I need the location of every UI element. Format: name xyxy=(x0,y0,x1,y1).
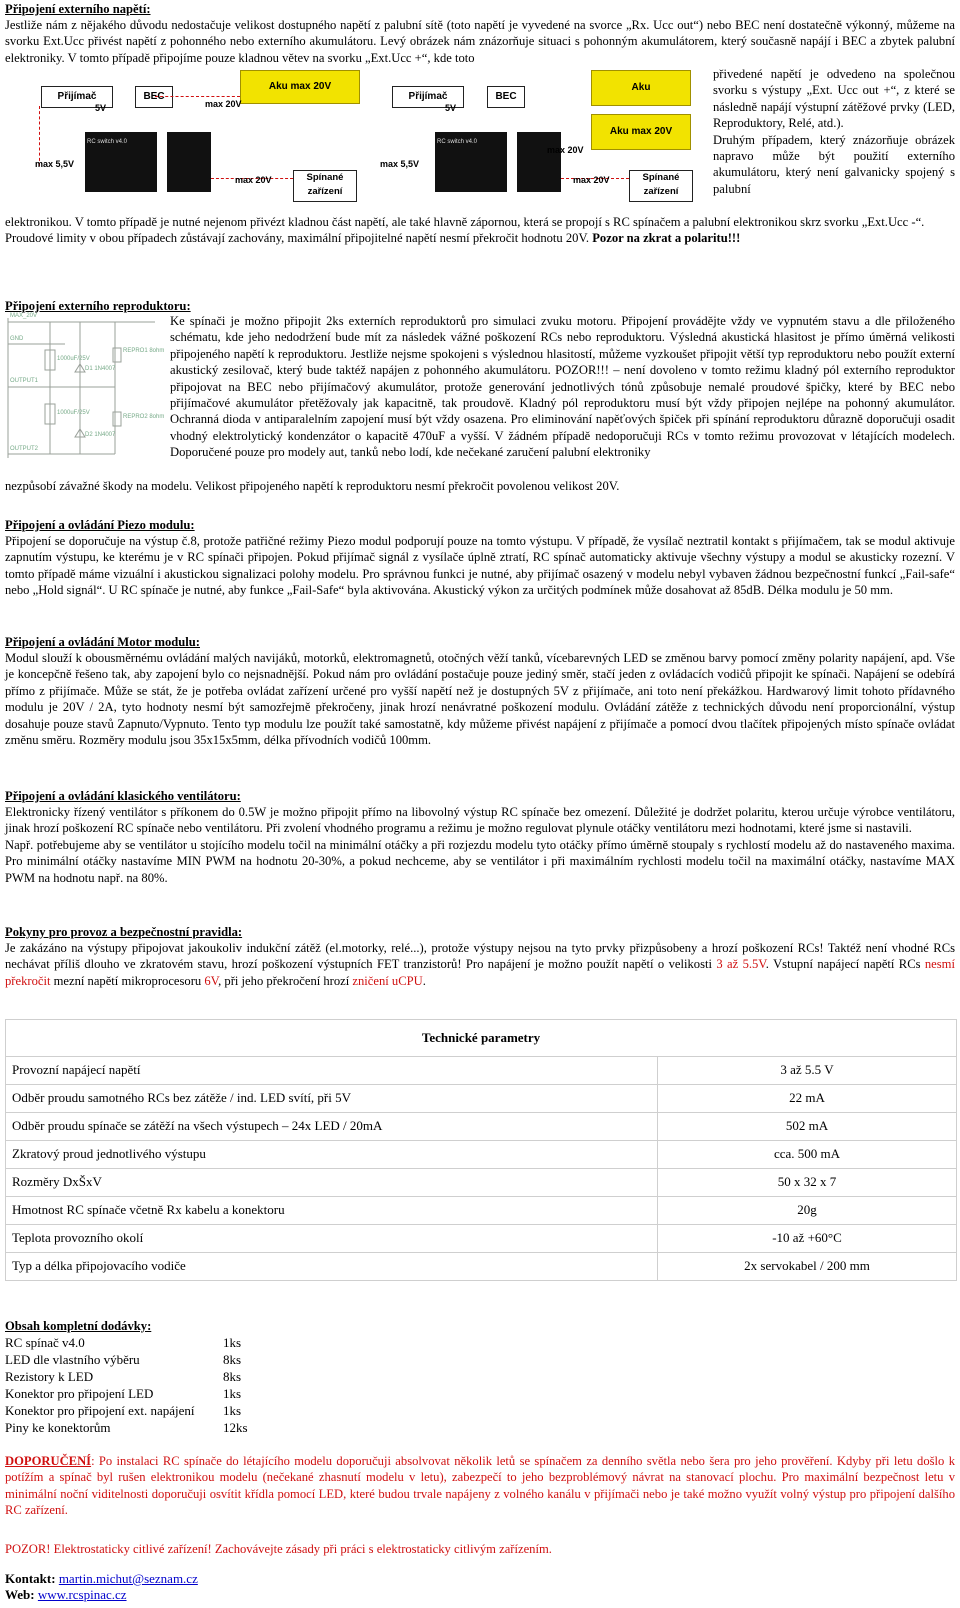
section-title: Pokyny pro provoz a bezpečnostní pravidla: xyxy=(5,925,243,939)
battery-box-3: Aku max 20V xyxy=(591,114,691,150)
schem-max: MAX_20V xyxy=(10,313,38,319)
section-title: Připojení a ovládání Piezo modulu: xyxy=(5,518,195,532)
param-name: Provozní napájecí napětí xyxy=(6,1057,658,1085)
list-item xyxy=(5,1368,248,1385)
paragraph: Připojení se doporučuje na výstup č.8, protože patřičné režimy Piezo modul podporují pouze na tomto výstupu. V případě, že vysílač neztratil kontakt s přijímačem, tak se modul aktivuje zapnutím výstupu, ke kterému je v RC spínači připojen. Pokud přijímač signál z vysílače úplně ztratí, RC spínač automaticky aktivuje všechny výstupy a modul se akusticky rozezní. V tomto případě máme vizuální i akustickou signalizaci polohy modelu. Pro správnou funkci je nutné, aby přijímač osazený v modelu nebyl vybaven žádnou bezpečnostní funkcí „Fail-safe“ nebo „Hold signál“. U RC spínače je nutné, aby funkce „Fail-Safe“ byla aktivována. Akustický výkon za určitých podmínek může dosahovat až 85dB. Délka modulu je 50 mm. xyxy=(5,534,955,598)
table-row xyxy=(6,1253,957,1281)
label-max20-load-2: max 20V xyxy=(573,175,610,185)
polarity-warning: Pozor na zkrat a polaritu!!! xyxy=(592,231,741,246)
recommendation xyxy=(5,1453,955,1519)
table-row xyxy=(6,1141,957,1169)
item-qty: 1ks xyxy=(223,1335,242,1350)
rc-switch-board-2: RC switch v4.0 xyxy=(435,132,507,192)
item-name: Piny ke konektorům xyxy=(5,1420,111,1435)
output-connector xyxy=(167,132,211,192)
label-max20-load: max 20V xyxy=(235,175,272,185)
email-link[interactable]: martin.michut@seznam.cz xyxy=(58,1571,198,1586)
list-item xyxy=(5,1419,248,1436)
schem-r1: REPRO1 8ohm xyxy=(123,348,165,354)
schem-out2: OUTPUT2 xyxy=(10,446,39,452)
param-value: 502 mA xyxy=(658,1113,957,1141)
item-qty: 8ks xyxy=(223,1352,242,1367)
schem-d1: D1 1N4007 xyxy=(85,366,116,372)
receiver-box-2: Přijímač xyxy=(392,86,464,108)
label-5v: 5V xyxy=(95,103,107,113)
list-item xyxy=(5,1334,248,1351)
param-name: Odběr proudu spínače se zátěží na všech výstupech – 24x LED / 20mA xyxy=(6,1113,658,1141)
item-qty: 8ks xyxy=(223,1369,242,1384)
paragraph: Např. potřebujeme aby se ventilátor u stojícího modelu točil na minimální otáčky a při rozjezdu modelu tyto otáčky přímo úměrně stoupaly s rychlostí modelu až do nastaveného maxima. Pro minimální otáčky nastavíme MIN PWM na hodnotu 20-30%, a pokud nechceme, aby se ventilátor i při maximálním rychlosti modelu točil na maximální otáčky, nastavíme MAX PWM na hodnotu např. na 80%. xyxy=(5,837,955,885)
side-text xyxy=(713,66,955,197)
schem-r2: REPRO2 8ohm xyxy=(123,414,165,420)
bec-box: BEC xyxy=(135,86,173,108)
param-name: Zkratový proud jednotlivého výstupu xyxy=(6,1141,658,1169)
section-title: Obsah kompletní dodávky: xyxy=(5,1319,152,1333)
item-name: RC spínač v4.0 xyxy=(5,1335,85,1350)
param-name: Typ a délka připojovacího vodiče xyxy=(6,1253,658,1281)
esd-warning: POZOR! Elektrostaticky citlivé zařízení! Zachovávejte zásady při práci s elektrostaticky citlivým zařízením. xyxy=(5,1542,552,1556)
load-box-2: Spínané zařízení xyxy=(629,170,693,202)
param-name: Hmotnost RC spínače včetně Rx kabelu a konektoru xyxy=(6,1197,658,1225)
rc-switch-board: RC switch v4.0 xyxy=(85,132,157,192)
item-name: Konektor pro připojení ext. napájení xyxy=(5,1403,195,1418)
section-fan xyxy=(5,788,955,886)
paragraph: Je zakázáno na výstupy připojovat jakoukoliv indukční zátěž (el.motorky, relé...), protože výstupy nejsou na tyto prvky přizpůsobeny a hrozí poškození RCs! Taktéž není vhodné RCs nechávat příliš dlouho ve zkratovém stavu, hrozí poškození výstupních FET tranzistorů! Pro napájení je možno použít napětí o velikosti 3 až 5.5V. Vstupní napájecí napětí RCs nesmí překročit mezní napětí mikroprocesoru 6V, při jeho překročení hrozí zničení uCPU. xyxy=(5,941,955,988)
label-max20: max 20V xyxy=(205,99,242,109)
item-qty: 12ks xyxy=(223,1420,248,1435)
table-row xyxy=(6,1085,957,1113)
paragraph: Ke spínači je možno připojit 2ks externích reproduktorů pro simulaci zvuku motoru. Připojení provádějte vždy ve vypnutém stavu a dle přiloženého schématu, kde jeho nedodržení bude mít za následek vážné poškození RCs nebo reproduktoru. Výsledná akustická hlasitost je přímo úměrná velikosti připojeného napětí k reproduktoru. Jestliže nejsme spokojeni s výslednou hlasitostí, můžeme vyzkoušet připojit větší typ reproduktoru nebo použít externí akustický zesilovač, který bude taktéž napájen z pohonného akumulátoru. POZOR!!! – není dovoleno v tomto režimu kladný pól externího reproduktor připojovat na BEC nebo přijímačový akumulátor, protože generování jednotlivých tónů způsobuje nemalé proudové špičky, které by BEC nebo přijímačové akumulátor přetěžovaly jak kapacitně, tak proudově. Kladný pól reproduktoru musí být vždy připojen nejlépe na pohonný akumulátor. Ochranná dioda v antiparalelním zapojení musí být vždy osazena. Pro eliminování napěťových špiček při spínání reproduktoru důrazně doporučuji osadit vhodný elektrolytický kondenzátor o kapacitě 470uF a vyšší. V žádném případě nedoporučuji RCs v tomto režimu provozovat v létajících modelech. Doporučené pouze pro modely aut, tanků nebo lodí, kde nečekané zaručení palubní elektroniky xyxy=(170,314,955,460)
section-external-voltage-cont xyxy=(5,214,955,247)
table-row xyxy=(6,1169,957,1197)
section-title: Připojení externího reproduktoru: xyxy=(5,299,191,313)
list-item xyxy=(5,1385,248,1402)
item-name: LED dle vlastního výběru xyxy=(5,1352,140,1367)
section-title: Připojení a ovládání Motor modulu: xyxy=(5,635,200,649)
paragraph: Modul slouží k obousměrnému ovládání malých navijáků, motorků, elektromagnetů, otočných věží tanků, vícebarevných LED se změnou barvy pomocí změny polarity napájení, apd. Vše je koncepčně řešeno tak, aby zapojení bylo co nejsnadnější. Pokud nám pro ovládání postačuje pouze jediný směr, stačí jeden z ovládacích vodičů připojit ke spínači. Napájení se odebírá přímo z přijímače. Může se stát, že je potřeba ovládat zařízení určené pro vyšší napětí než je dostupných 5V z přijímače, ani toto není překážkou. Hardwarový limit tohoto přídavného modulu je 20V / 2A, tyto hodnoty nesmí být samozřejmě překročeny, jinak hrozí nenávratné poškození modulu. Ovládání zátěže z technických důvodu není proporcionální, výstup dosahuje pouze stavů Zapnuto/Vypnuto. Tento typ modulu lze použít také samostatně, kdy můžeme přivést napájení z přijímače a pomocí dvou tlačítek připojených místo spínače ovládat změnu směru. Rozměry modulu jsou 35x15x5mm, délka přívodních vodičů 100mm. xyxy=(5,651,955,748)
table-row xyxy=(6,1057,957,1085)
schem-c1: 1000uF/25V xyxy=(57,356,90,362)
param-value: 3 až 5.5 V xyxy=(658,1057,957,1085)
paragraph: Elektronicky řízený ventilátor s příkonem do 0.5W je možno připojit přímo na libovolný výstup RC spínače bez omezení. Důležité je dodržet polaritu, kterou určuje výrobce ventilátoru, jinak hrozí poškození RC spínače nebo ventilátoru. Při zvolení vhodného programu a režimu je možno regulovat plynule otáčky ventilátoru mezi hodnotami, které jsme si nastavili. xyxy=(5,805,955,836)
output-connector-2 xyxy=(517,132,561,192)
item-qty: 1ks xyxy=(223,1386,242,1401)
contact: Kontakt: martin.michut@seznam.cz Web: www.rcspinac.cz xyxy=(5,1571,198,1603)
table-row xyxy=(6,1113,957,1141)
battery-box-2: Aku xyxy=(591,70,691,106)
section-title: Připojení externího napětí: xyxy=(5,2,151,16)
param-value: 22 mA xyxy=(658,1085,957,1113)
paragraph: DOPORUČENÍ: Po instalaci RC spínače do létajícího modelu doporučuji absolvovat několik letů se spínačem za denního světla nebo šera pro jeho prověření. Kdyby při letu došlo k potížím a spínač byl rušen elektronikou modelu (nečekané zhasnutí modelu v letu), zabezpečí to jeho bezproblémový návrat na stanovací plochu. Pro maximální bezpečnost letu v minimální noční viditelnosti doporučuji osvítit křídla pomocí LED, které budou trvale napájeny z volného kanálu v přijímači nebo je také možno využít volný výstup pro připojení dalšího RC zařízení. xyxy=(5,1454,955,1518)
paragraph: elektronikou. V tomto případě je nutné nejenom přivézt kladnou část napětí, ale také hlavně zápornou, která se propojí s RC spínačem a palubní elektronikou skrz svorku „Ext.Ucc -“. xyxy=(5,215,925,229)
schem-d2: D2 1N4007 xyxy=(85,432,116,438)
bec-box-2: BEC xyxy=(487,86,525,108)
speaker-text xyxy=(170,313,955,461)
item-name: Konektor pro připojení LED xyxy=(5,1386,154,1401)
load-box: Spínané zařízení xyxy=(293,170,357,202)
list-item xyxy=(5,1402,248,1419)
label-max55-2: max 5,5V xyxy=(380,159,420,169)
param-name: Odběr proudu samotného RCs bez zátěže / ind. LED svítí, při 5V xyxy=(6,1085,658,1113)
schematic-svg xyxy=(5,312,165,462)
param-value: -10 až +60°C xyxy=(658,1225,957,1253)
section-piezo xyxy=(5,517,955,599)
paragraph: nezpůsobí závažné škody na modelu. Velikost připojeného napětí k reproduktoru nesmí překročit povolenou velikost 20V. xyxy=(5,479,620,493)
web-link[interactable]: www.rcspinac.cz xyxy=(37,1587,127,1603)
table-title: Technické parametry xyxy=(6,1020,957,1057)
label-max55: max 5,5V xyxy=(35,159,75,169)
schem-c2: 1000uF/25V xyxy=(57,410,90,416)
param-value: cca. 500 mA xyxy=(658,1141,957,1169)
paragraph: Druhým případem, který znázorňuje obrázek napravo může být použití externího akumulátoru, který není galvanicky spojený s palubní xyxy=(713,132,955,196)
param-value: 50 x 32 x 7 xyxy=(658,1169,957,1197)
section-title: Připojení a ovládání klasického ventilátoru: xyxy=(5,789,241,803)
table-row xyxy=(6,1197,957,1225)
label-5v-2: 5V xyxy=(445,103,457,113)
param-value: 20g xyxy=(658,1197,957,1225)
section-safety xyxy=(5,924,955,989)
label-max20-2: max 20V xyxy=(547,145,584,155)
param-name: Rozměry DxŠxV xyxy=(6,1169,658,1197)
speaker-schematic xyxy=(5,312,165,462)
table-row xyxy=(6,1225,957,1253)
speaker-text-end xyxy=(5,478,955,494)
section-external-voltage xyxy=(5,1,955,66)
param-name: Teplota provozního okolí xyxy=(6,1225,658,1253)
wiring-diagrams xyxy=(35,66,715,212)
battery-box: Aku max 20V xyxy=(240,70,360,104)
tech-params-table xyxy=(5,1019,955,1281)
schem-gnd: GND xyxy=(10,336,24,342)
item-qty: 1ks xyxy=(223,1403,242,1418)
schem-out1: OUTPUT1 xyxy=(10,378,39,384)
section-contents xyxy=(5,1318,955,1436)
paragraph: Jestliže nám z nějakého důvodu nedostačuje velikost dostupného napětí z palubní sítě (toto napětí je vyvedené na svorce „Rx. Ucc out“) nebo BEC není dostatečně výkonný, můžeme na svorku Ext.Ucc přivést napětí z pohonného nebo externího akumulátoru. Levý obrázek nám znázorňuje situaci s pohonným akumulátorem, který současně napájí i BEC a zbytek palubní elektroniky. V tomto případě připojíme pouze kladnou větev na svorku „Ext.Ucc +“, kde toto xyxy=(5,18,955,65)
section-motor xyxy=(5,634,955,748)
list-item xyxy=(5,1351,248,1368)
receiver-box: Přijímač xyxy=(41,86,113,108)
paragraph: přivedené napětí je odvedeno na společnou svorku s výstupy „Ext. Ucc out +“, z které se následně napájí výstupní zátěžové prvky (LED, Reproduktory, Relé, atd.). xyxy=(713,67,955,131)
paragraph: Proudové limity v obou případech zůstávají zachovány, maximální připojitelné napětí nesmí překročit hodnotu 20V. Pozor na zkrat a polaritu!!! xyxy=(5,231,741,246)
param-value: 2x servokabel / 200 mm xyxy=(658,1253,957,1281)
item-name: Rezistory k LED xyxy=(5,1369,94,1384)
